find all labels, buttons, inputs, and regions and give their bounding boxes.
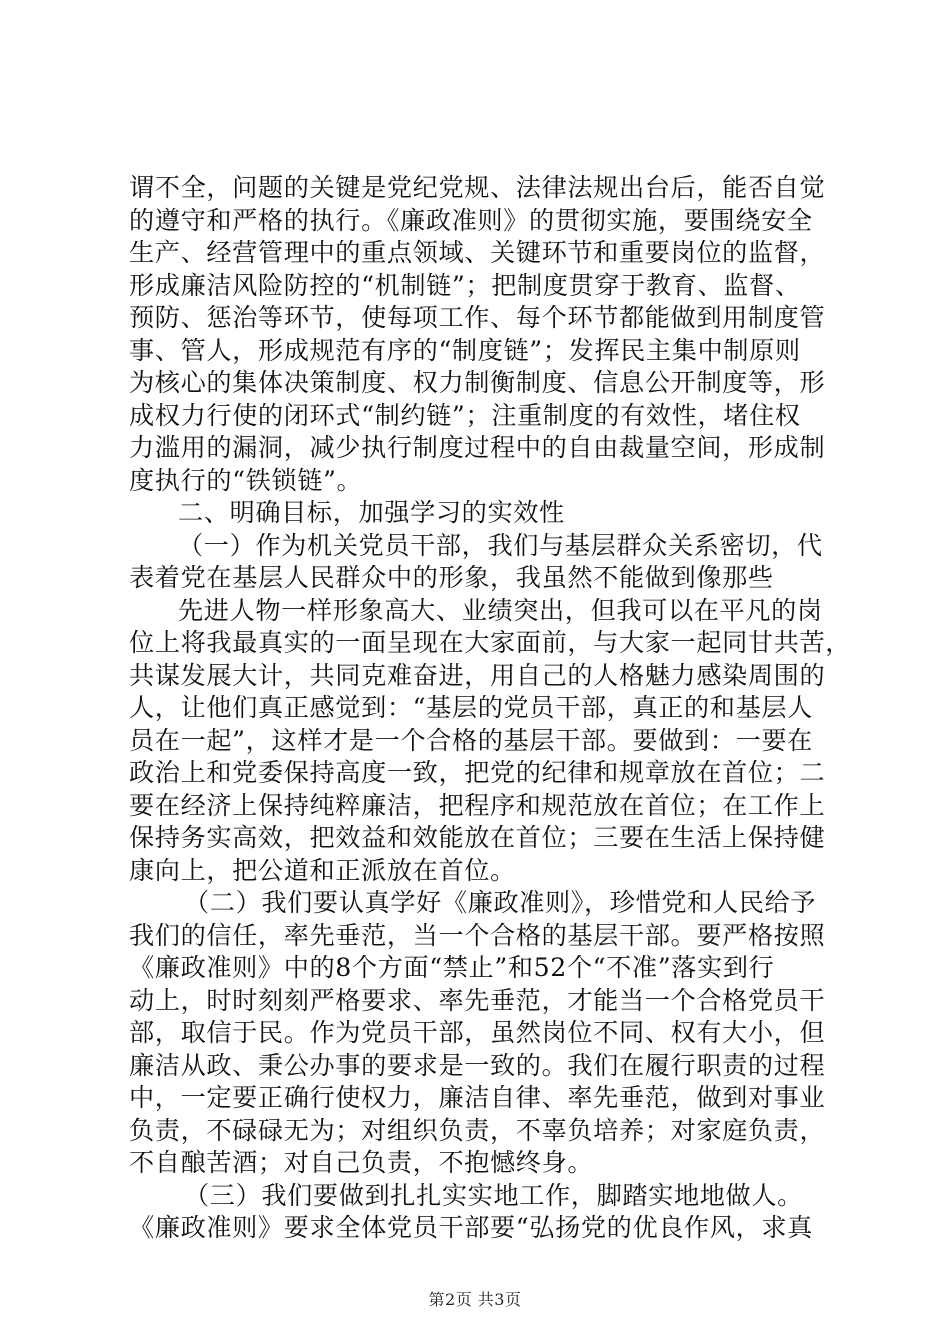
text-line: 二、明确目标，加强学习的实效性: [178, 498, 565, 527]
text-line: 政治上和党委保持高度一致，把党的纪律和规章放在首位；二: [129, 758, 826, 787]
text-line: 共谋发展大计，共同克难奋进，用自己的人格魅力感染周围的: [129, 660, 826, 690]
text-line: 动上，时时刻刻严格要求、率先垂范，才能当一个合格党员干: [129, 985, 826, 1015]
text-line: 形成廉洁风险防控的“机制链”；把制度贯穿于教育、监督、: [129, 270, 801, 300]
text-line: 人，让他们真正感觉到：“基层的党员干部，真正的和基层人: [129, 693, 813, 722]
page-footer: 第2页 共3页: [428, 1290, 522, 1309]
text-line: 为核心的集体决策制度、权力制衡制度、信息公开制度等，形: [129, 368, 826, 397]
text-line: 负责，不碌碌无为；对组织负责，不辜负培养；对家庭负责，: [129, 1115, 826, 1145]
text-line: 廉洁从政、秉公办事的要求是一致的。我们在履行职责的过程: [129, 1050, 826, 1080]
text-line: 部，取信于民。作为党员干部，虽然岗位不同、权有大小，但: [129, 1018, 826, 1047]
text-line: 员在一起”，这样才是一个合格的基层干部。要做到：一要在: [129, 725, 813, 755]
text-line: 我们的信任，率先垂范，当一个合格的基层干部。要严格按照: [129, 920, 826, 950]
text-line: （一）作为机关党员干部，我们与基层群众关系密切，代: [178, 530, 823, 560]
text-line: 《廉政准则》要求全体党员干部要“弘扬党的优良作风，求真: [129, 1213, 813, 1242]
text-line: 生产、经营管理中的重点领域、关键环节和重要岗位的监督，: [129, 238, 826, 267]
text-line: 要在经济上保持纯粹廉洁，把程序和规范放在首位；在工作上: [129, 790, 826, 820]
text-line: 事、管人，形成规范有序的“制度链”；发挥民主集中制原则: [129, 335, 801, 365]
text-line: 中，一定要正确行使权力，廉洁自律、率先垂范，做到对事业: [129, 1083, 826, 1112]
text-line: 保持务实高效，把效益和效能放在首位；三要在生活上保持健: [129, 823, 826, 852]
text-line: 谓不全，问题的关键是党纪党规、法律法规出台后，能否自觉: [129, 173, 826, 202]
text-line: 度执行的“铁锁链”。: [129, 465, 363, 495]
text-line: 《廉政准则》中的8个方面“禁止”和52个“不准”落实到行: [129, 953, 775, 982]
text-line: 表着党在基层人民群众中的形象，我虽然不能做到像那些: [129, 563, 774, 592]
text-line: 位上将我最真实的一面呈现在大家面前，与大家一起同甘共苦，: [129, 628, 852, 657]
text-line: （二）我们要认真学好《廉政准则》，珍惜党和人民给予: [184, 888, 817, 917]
text-line: 的遵守和严格的执行。《廉政准则》的贯彻实施，要围绕安全: [129, 205, 813, 235]
document-body: [129, 172, 852, 1245]
text-line: 康向上，把公道和正派放在首位。: [129, 855, 516, 885]
text-line: （三）我们要做到扎扎实实地工作，脚踏实地地做人。: [184, 1180, 803, 1210]
text-line: 先进人物一样形象高大、业绩突出，但我可以在平凡的岗: [178, 595, 823, 625]
text-line: 预防、惩治等环节，使每项工作、每个环节都能做到用制度管: [129, 303, 826, 332]
text-line: 成权力行使的闭环式“制约链”；注重制度的有效性，堵住权: [129, 400, 801, 430]
text-line: 不自酿苦酒；对自己负责，不抱憾终身。: [129, 1148, 594, 1177]
text-line: 力滥用的漏洞，减少执行制度过程中的自由裁量空间，形成制: [129, 433, 826, 462]
